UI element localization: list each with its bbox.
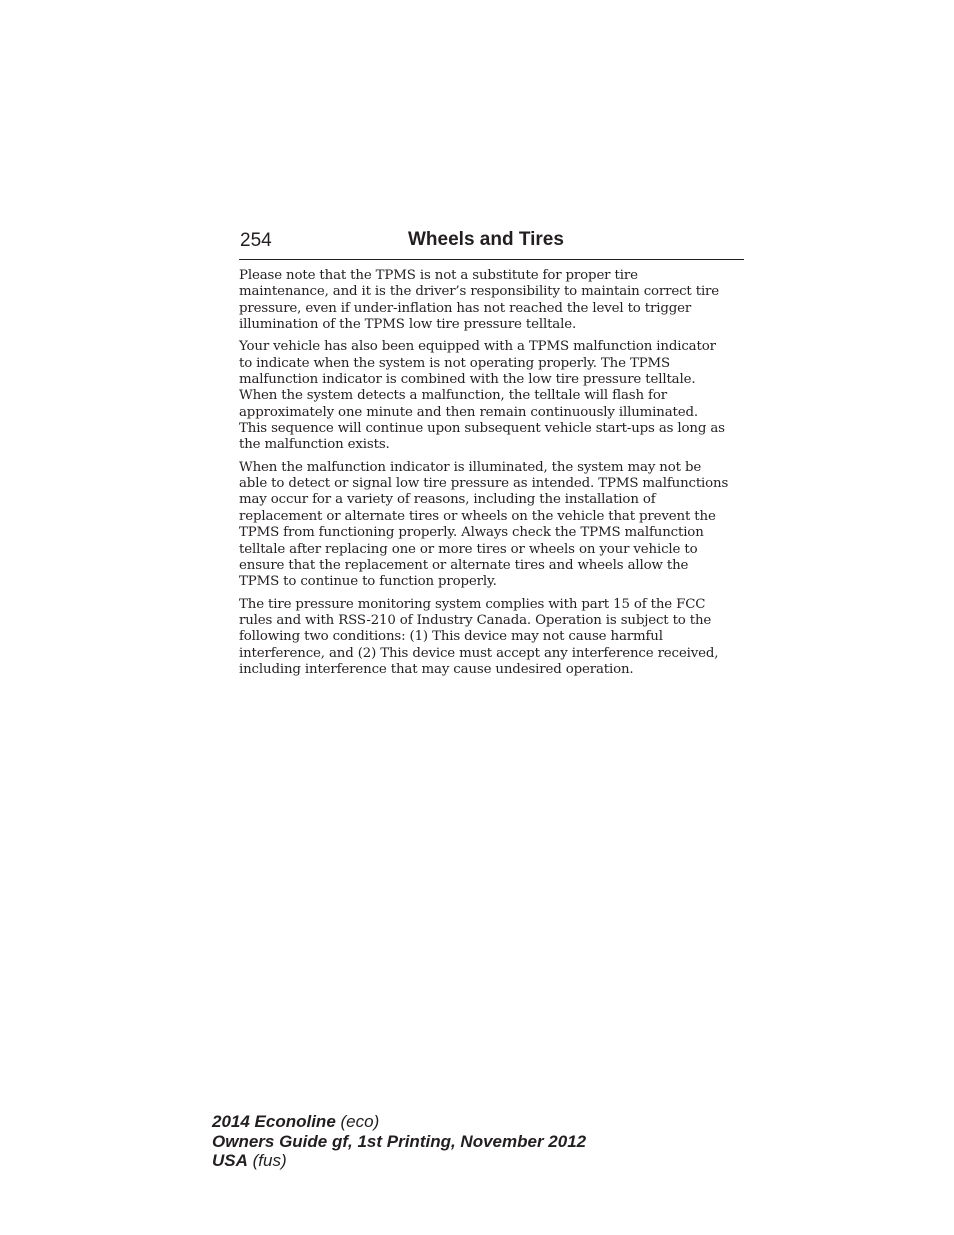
text-line: telltale after replacing one or more tires or wheels on your vehicle to <box>239 541 698 557</box>
text-line: When the malfunction indicator is illuminated, the system may not be <box>239 459 702 475</box>
text-line: pressure, even if under-inflation has not reached the level to trigger <box>239 300 692 316</box>
page-number: 254 <box>240 230 272 251</box>
body-text <box>239 268 745 684</box>
text-line: following two conditions: (1) This device may not cause harmful <box>239 629 663 645</box>
text-line: approximately one minute and then remain continuously illuminated. <box>239 404 698 420</box>
text-line: TPMS from functioning properly. Always check the TPMS malfunction <box>239 525 704 541</box>
text-line: including interference that may cause undesired operation. <box>239 661 634 677</box>
paragraph-fcc-compliance <box>239 597 745 679</box>
text-line: maintenance, and it is the driver’s responsibility to maintain correct tire <box>239 284 720 300</box>
text-line: rules and with RSS-210 of Industry Canada. Operation is subject to the <box>239 612 712 628</box>
text-line: able to detect or signal low tire pressure as intended. TPMS malfunctions <box>239 476 729 492</box>
footer-model-code: (eco) <box>340 1112 380 1131</box>
text-line: interference, and (2) This device must accept any interference received, <box>239 645 719 661</box>
footer-market: USA <box>212 1151 248 1170</box>
footer-market-line <box>212 1151 586 1171</box>
text-line: ensure that the replacement or alternate tires and wheels allow the <box>239 557 689 573</box>
footer-printing: Owners Guide gf, 1st Printing, November 2012 <box>212 1131 587 1151</box>
footer-market-code: (fus) <box>252 1151 287 1170</box>
paragraph-tpms-maintenance <box>239 268 745 333</box>
text-line: The tire pressure monitoring system complies with part 15 of the FCC <box>239 596 706 612</box>
text-line: the malfunction exists. <box>239 437 390 453</box>
text-line: This sequence will continue upon subsequent vehicle start-ups as long as <box>239 421 725 437</box>
text-line: Your vehicle has also been equipped with a TPMS malfunction indicator <box>239 339 716 355</box>
page-footer <box>212 1112 586 1171</box>
text-line: illumination of the TPMS low tire pressure telltale. <box>239 317 577 333</box>
page-header <box>239 228 744 260</box>
text-line: When the system detects a malfunction, the telltale will flash for <box>239 388 667 404</box>
paragraph-malfunction-causes <box>239 460 745 591</box>
text-line: malfunction indicator is combined with the low tire pressure telltale. <box>239 372 696 388</box>
text-line: replacement or alternate tires or wheels on the vehicle that prevent the <box>239 508 716 524</box>
text-line: Please note that the TPMS is not a substitute for proper tire <box>239 268 638 283</box>
footer-model-line <box>212 1112 586 1132</box>
section-title: Wheels and Tires <box>408 229 564 250</box>
text-line: to indicate when the system is not operating properly. The TPMS <box>239 355 671 371</box>
text-line: may occur for a variety of reasons, including the installation of <box>239 492 656 508</box>
text-line: TPMS to continue to function properly. <box>239 574 497 590</box>
footer-model: 2014 Econoline <box>212 1112 336 1131</box>
paragraph-malfunction-indicator <box>239 339 745 453</box>
